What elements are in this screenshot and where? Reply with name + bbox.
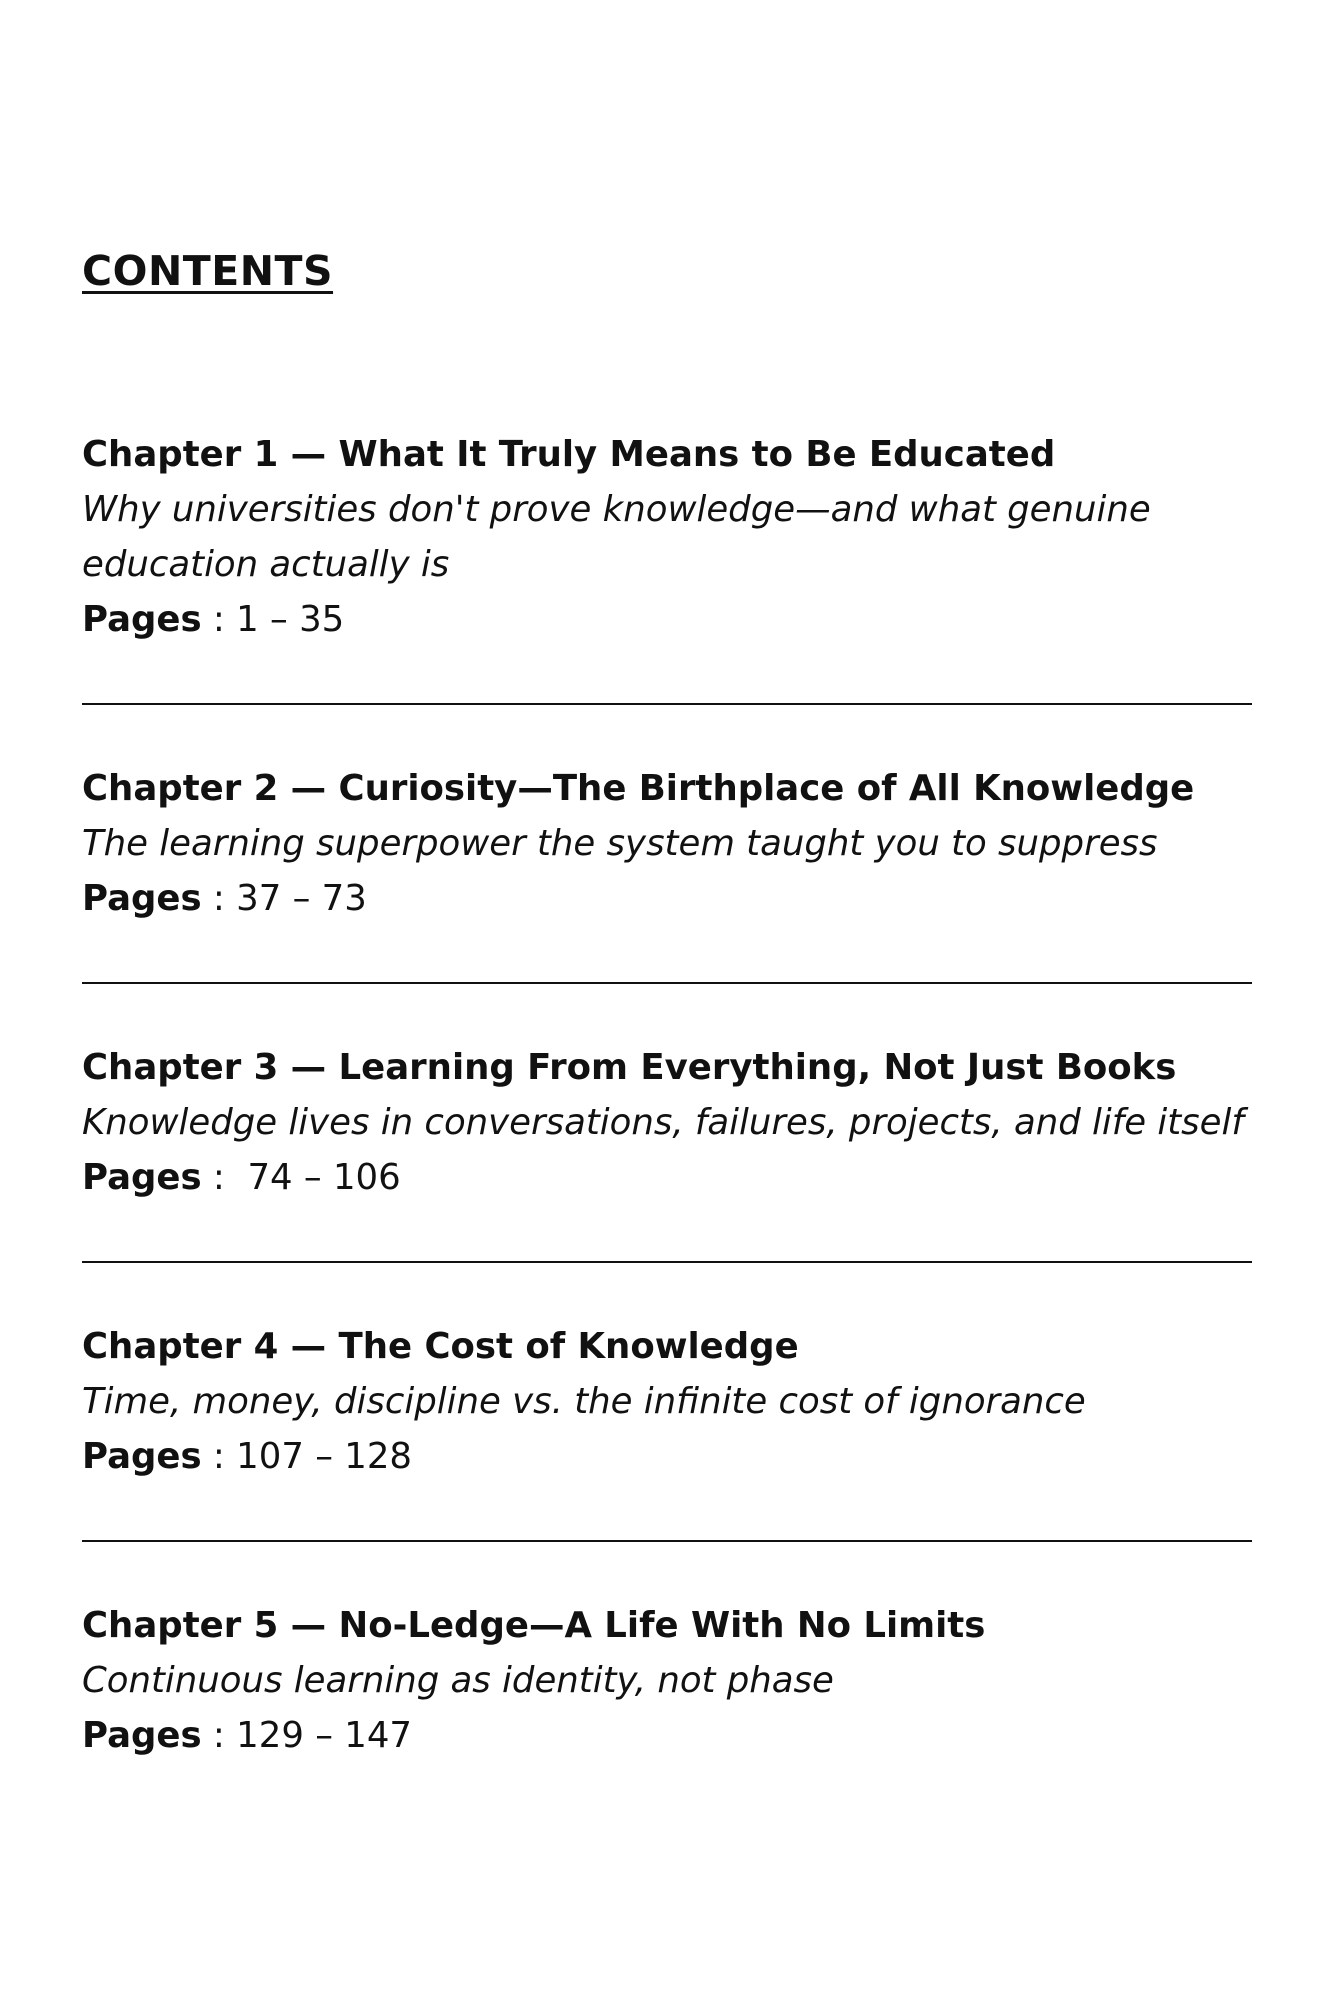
pages-label: Pages [82, 1157, 202, 1198]
contents-heading: CONTENTS [82, 247, 334, 295]
heading-spacer [82, 296, 1252, 371]
chapter-subtitle: Knowledge lives in conversations, failures, projects, and life itself [82, 1102, 1244, 1143]
contents-page [82, 246, 1252, 1819]
pages-label: Pages [82, 878, 202, 919]
chapter-entry-2 [82, 705, 1252, 982]
chapter-subtitle: Why universities don't prove knowledge—and what genuine education actually is [82, 489, 1151, 585]
chapter-title: Chapter 2 — Curiosity—The Birthplace of All Knowledge [82, 768, 1195, 809]
chapter-subtitle: Time, money, discipline vs. the infinite cost of ignorance [82, 1381, 1086, 1422]
chapter-pages [82, 1429, 1252, 1484]
pages-label: Pages [82, 1436, 202, 1477]
chapter-title: Chapter 1 — What It Truly Means to Be Educated [82, 434, 1056, 475]
chapter-subtitle: Continuous learning as identity, not phase [82, 1660, 834, 1701]
pages-label: Pages [82, 1715, 202, 1756]
page-range: : 74 – 106 [201, 1157, 401, 1198]
chapter-pages [82, 871, 1252, 926]
chapter-entry-4 [82, 1263, 1252, 1540]
chapter-pages [82, 1708, 1252, 1763]
chapter-title: Chapter 3 — Learning From Everything, Not Just Books [82, 1047, 1177, 1088]
page-range: : 37 – 73 [201, 878, 367, 919]
chapter-entry-1 [82, 371, 1252, 703]
chapter-pages [82, 1150, 1252, 1205]
chapter-entry-3 [82, 984, 1252, 1261]
chapter-title: Chapter 5 — No-Ledge—A Life With No Limits [82, 1605, 986, 1646]
pages-label: Pages [82, 599, 202, 640]
page-range: : 1 – 35 [201, 599, 345, 640]
page-range: : 107 – 128 [201, 1436, 413, 1477]
chapter-title: Chapter 4 — The Cost of Knowledge [82, 1326, 799, 1367]
chapter-entry-5 [82, 1542, 1252, 1819]
chapter-pages [82, 592, 1252, 647]
chapter-subtitle: The learning superpower the system taught you to suppress [82, 823, 1158, 864]
page-range: : 129 – 147 [201, 1715, 413, 1756]
